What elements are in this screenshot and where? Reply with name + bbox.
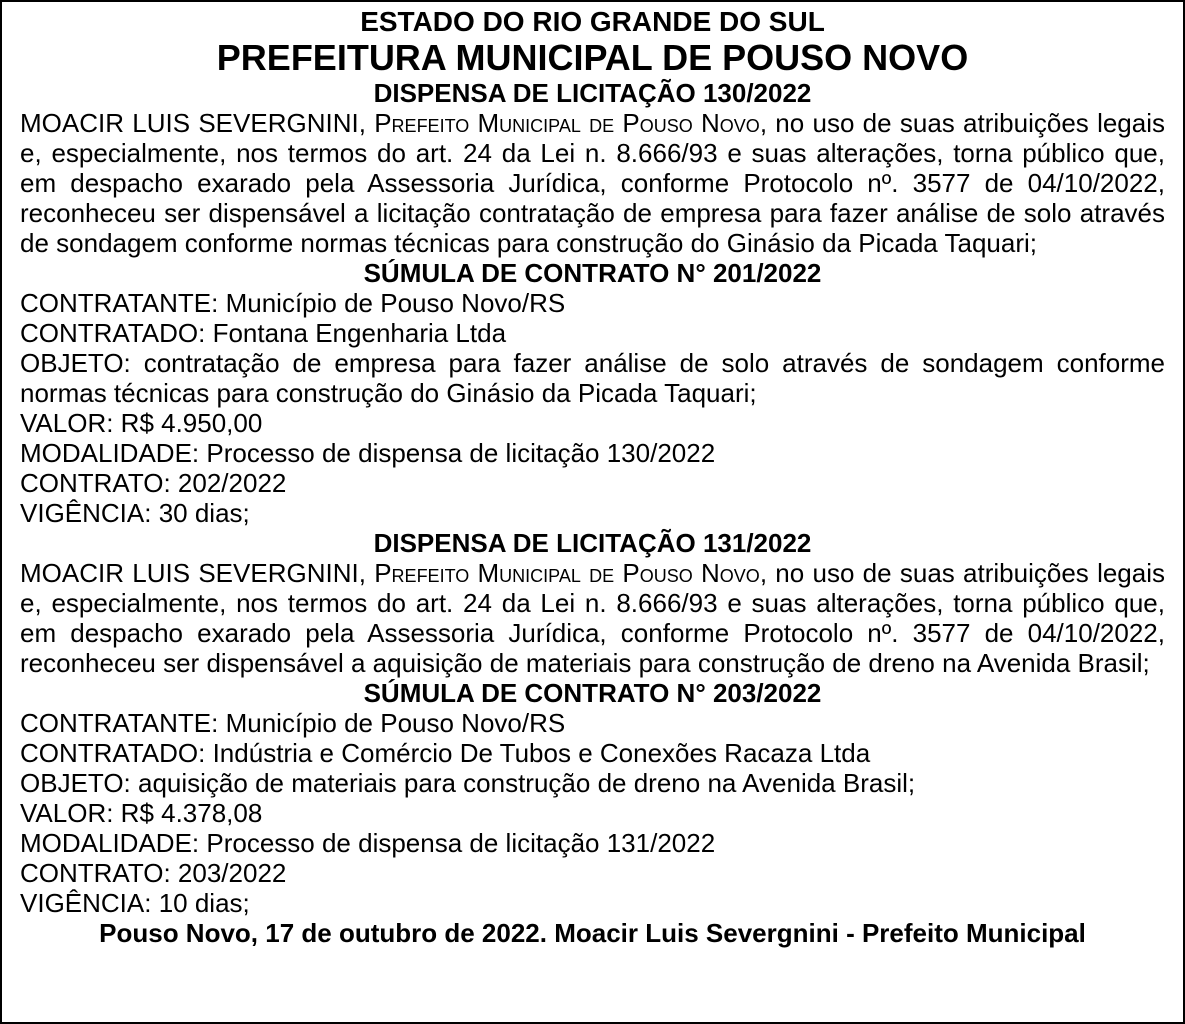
footer-signature: Pouso Novo, 17 de outubro de 2022. Moacir Luis Severgnini - Prefeito Municipal xyxy=(99,918,1086,948)
section1-title: DISPENSA DE LICITAÇÃO 130/2022 xyxy=(373,78,812,108)
prefeitura-heading: PREFEITURA MUNICIPAL DE POUSO NOVO xyxy=(216,37,969,78)
state-heading: ESTADO DO RIO GRANDE DO SUL xyxy=(360,6,825,37)
section1-body: MOACIR LUIS SEVERGNINI, Prefeito Municipal de Pouso Novo, no uso de suas atribuições legais e, especialmente, nos termos do art. 24 da Lei n. 8.666/93 e suas alterações, torna público que, em despacho exarado pela Assessoria Jurídica, conforme Protocolo nº. 3577 de 04/10/2022, reconheceu ser dispensável a licitação contratação de empresa para fazer análise de solo através de sondagem conforme normas técnicas para construção do Ginásio da Picada Taquari; xyxy=(20,108,1165,258)
section2-text: , no uso de suas atribuições legais e, especialmente, nos termos do art. 24 da Lei n. 8.666/93 e suas alterações, torna público que, em despacho exarado pela Assessoria Jurídica, conforme Protocolo nº. 3577 de 04/10/2022, reconheceu ser dispensável a aquisição de materiais para construção de dreno na Avenida Brasil; xyxy=(20,558,1165,678)
sumula1-objeto: OBJETO: contratação de empresa para fazer análise de solo através de sondagem conforme normas técnicas para construção do Ginásio da Picada Taquari; xyxy=(20,348,1165,408)
sumula1-modalidade: MODALIDADE: Processo de dispensa de licitação 130/2022 xyxy=(20,438,716,468)
sumula1-contratado: CONTRATADO: Fontana Engenharia Ltda xyxy=(20,318,507,348)
sumula1-contrato: CONTRATO: 202/2022 xyxy=(20,468,287,498)
sumula2-objeto: OBJETO: aquisição de materiais para construção de dreno na Avenida Brasil; xyxy=(20,768,916,798)
sumula1-contratante: CONTRATANTE: Município de Pouso Novo/RS xyxy=(20,288,566,318)
section2-mayor-name: MOACIR LUIS SEVERGNINI xyxy=(20,558,359,588)
sumula2-modalidade: MODALIDADE: Processo de dispensa de licitação 131/2022 xyxy=(20,828,716,858)
section1-mayor-name: MOACIR LUIS SEVERGNINI xyxy=(20,108,359,138)
section2-mayor-title: Prefeito Municipal de Pouso Novo xyxy=(374,558,760,588)
sumula2-vigencia: VIGÊNCIA: 10 dias; xyxy=(20,888,250,918)
sumula2-contratante: CONTRATANTE: Município de Pouso Novo/RS xyxy=(20,708,566,738)
section2-title: DISPENSA DE LICITAÇÃO 131/2022 xyxy=(373,528,812,558)
sumula1-title: SÚMULA DE CONTRATO N° 201/2022 xyxy=(363,258,822,288)
sumula1-vigencia: VIGÊNCIA: 30 dias; xyxy=(20,498,250,528)
sumula2-contratado: CONTRATADO: Indústria e Comércio De Tubos e Conexões Racaza Ltda xyxy=(20,738,871,768)
section2-body: MOACIR LUIS SEVERGNINI, Prefeito Municipal de Pouso Novo, no uso de suas atribuições legais e, especialmente, nos termos do art. 24 da Lei n. 8.666/93 e suas alterações, torna público que, em despacho exarado pela Assessoria Jurídica, conforme Protocolo nº. 3577 de 04/10/2022, reconheceu ser dispensável a aquisição de materiais para construção de dreno na Avenida Brasil; xyxy=(20,558,1165,678)
sumula2-title: SÚMULA DE CONTRATO N° 203/2022 xyxy=(363,678,822,708)
section1-text: , no uso de suas atribuições legais e, especialmente, nos termos do art. 24 da Lei n. 8.666/93 e suas alterações, torna público que, em despacho exarado pela Assessoria Jurídica, conforme Protocolo nº. 3577 de 04/10/2022, reconheceu ser dispensável a licitação contratação de empresa para fazer análise de solo através de sondagem conforme normas técnicas para construção do Ginásio da Picada Taquari; xyxy=(20,108,1165,258)
sumula1-valor: VALOR: R$ 4.950,00 xyxy=(20,408,263,438)
section1-mayor-title: Prefeito Municipal de Pouso Novo xyxy=(374,108,760,138)
sumula2-contrato: CONTRATO: 203/2022 xyxy=(20,858,287,888)
sumula2-valor: VALOR: R$ 4.378,08 xyxy=(20,798,263,828)
